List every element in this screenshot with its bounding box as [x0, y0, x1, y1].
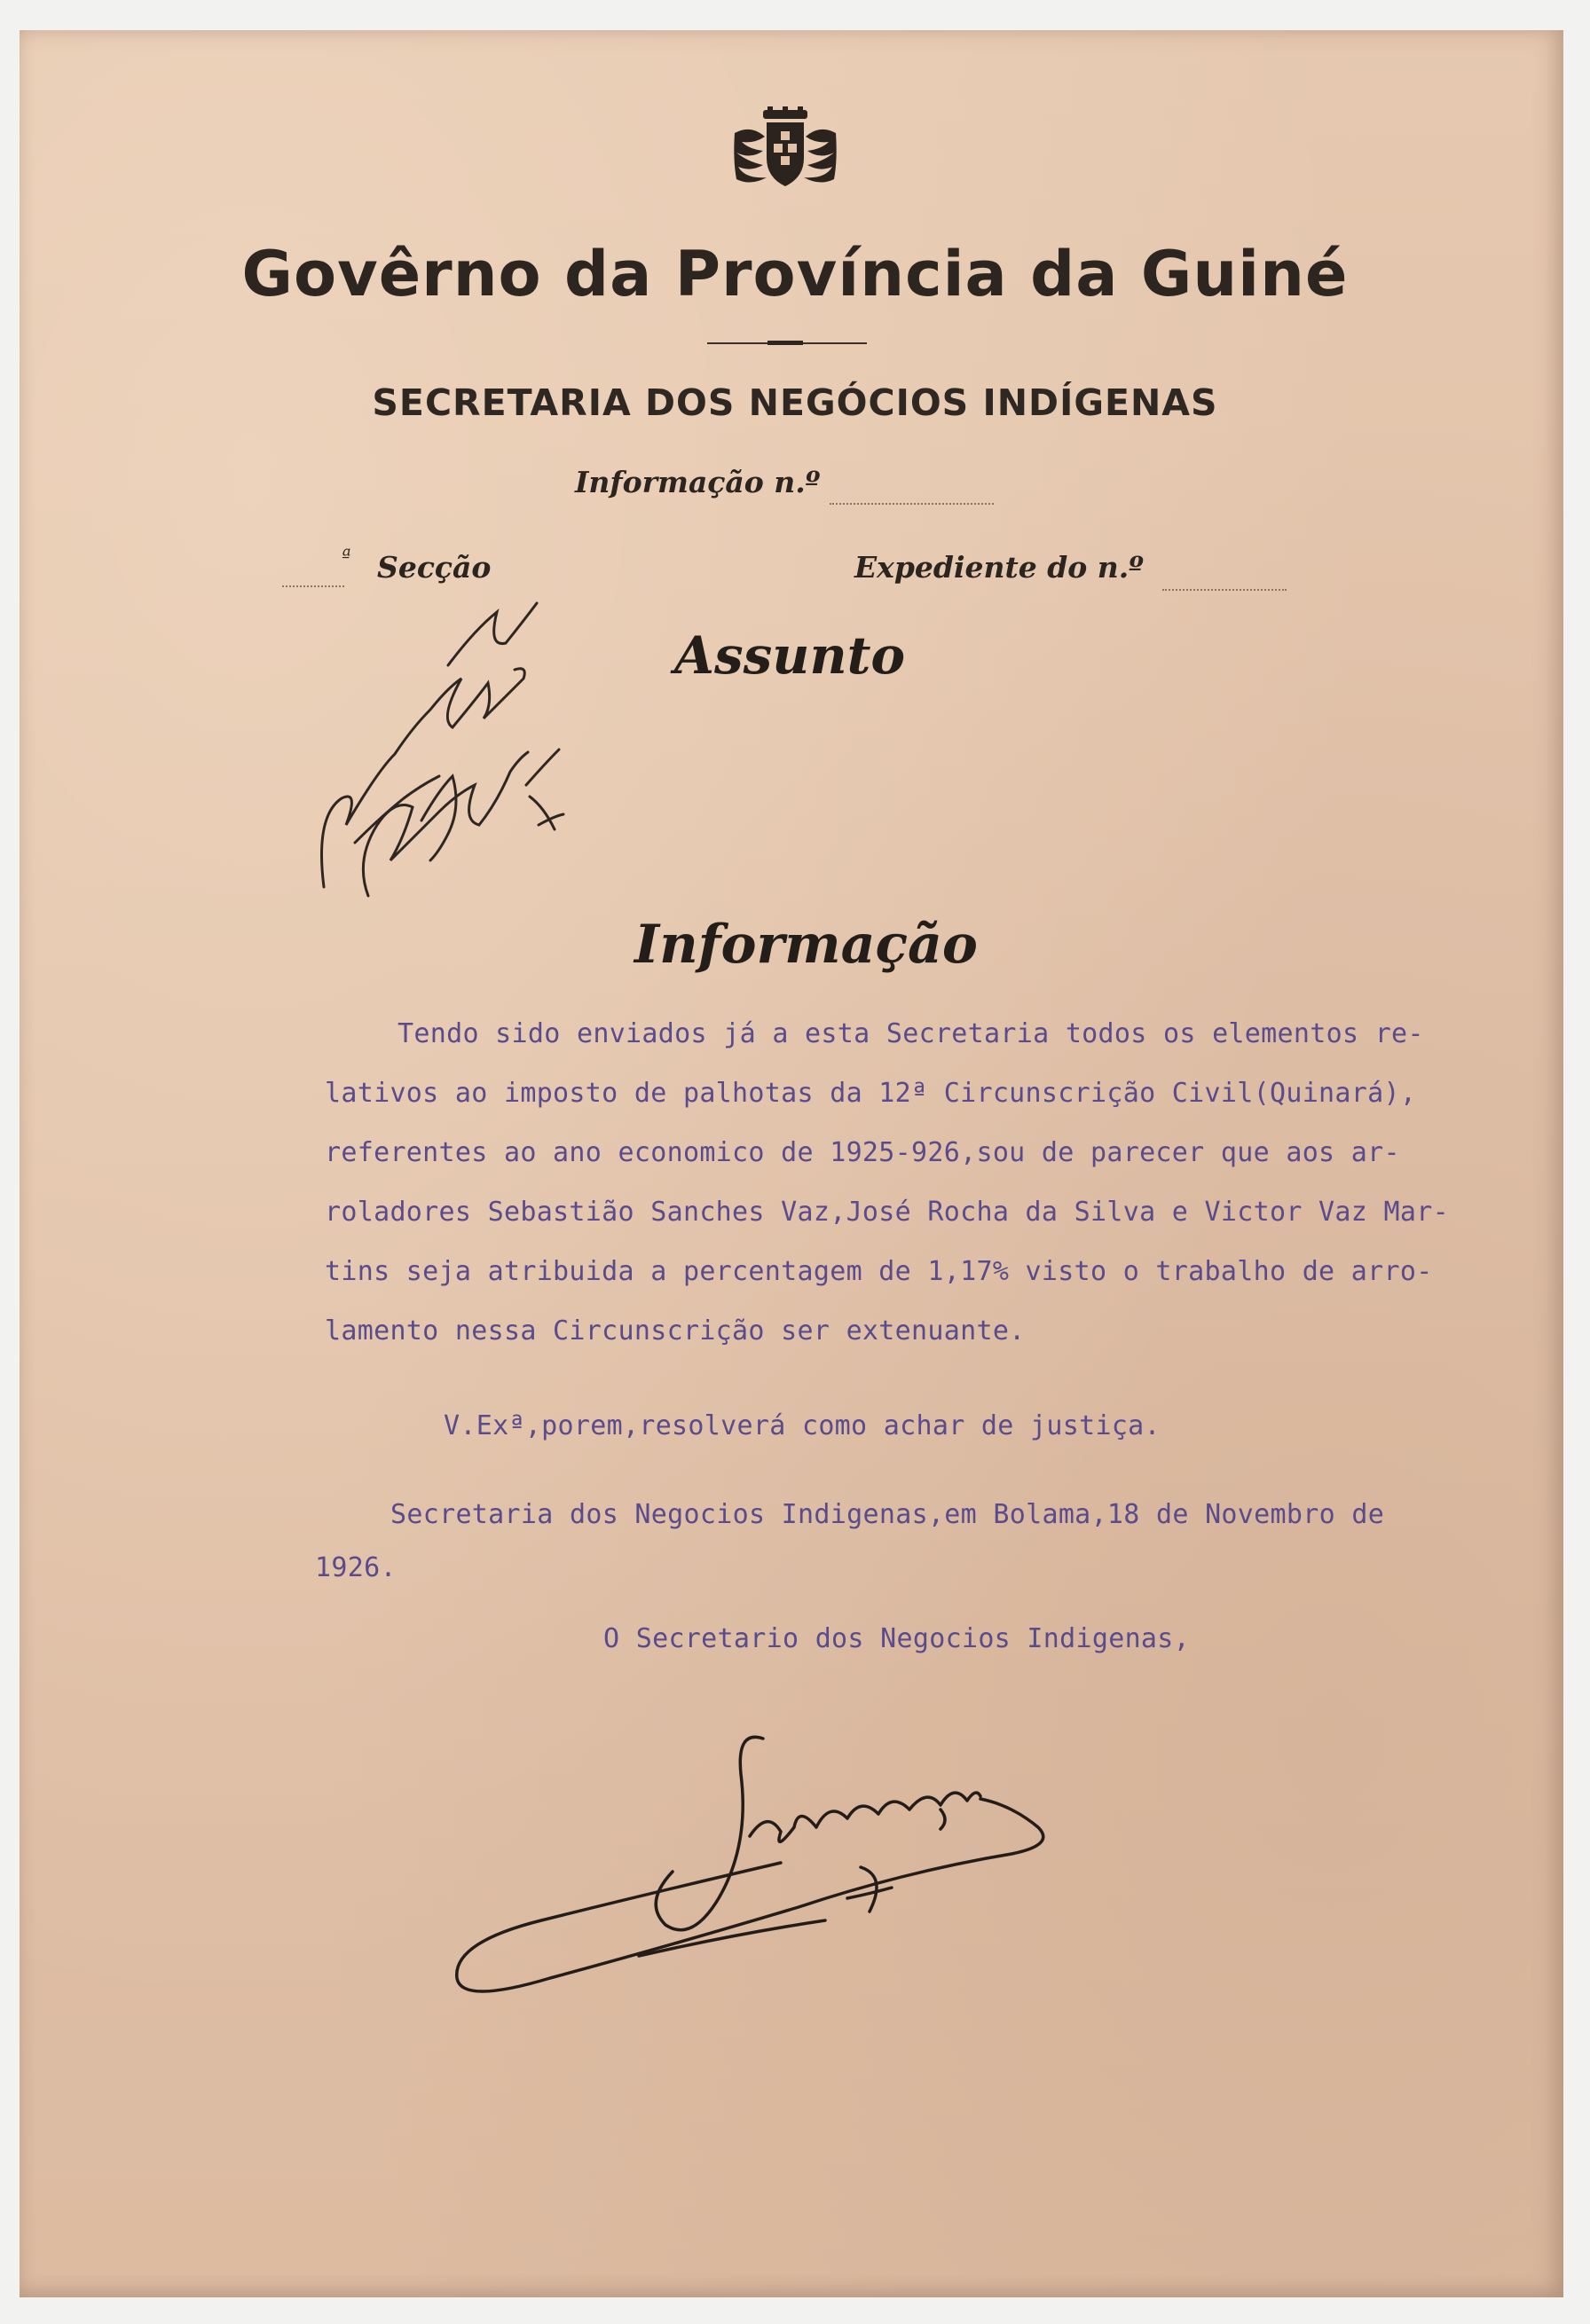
handwritten-margin-note: [306, 594, 590, 914]
closing-line: V.Exª,porem,resolverá como achar de justiça.: [444, 1410, 1161, 1441]
handwritten-signature: [444, 1721, 1065, 2022]
body-paragraph-line: referentes ao ano economico de 1925-926,sou de parecer que aos ar-: [325, 1137, 1400, 1168]
signatory-title: O Secretario dos Negocios Indigenas,: [603, 1623, 1191, 1654]
title-divider-accent: [767, 341, 803, 345]
expediente-number-field: [1162, 589, 1287, 591]
informacao-number-label: Informação n.º: [575, 465, 821, 499]
seccao-label: Secção: [377, 550, 492, 585]
coat-of-arms-emblem: [728, 106, 843, 195]
informacao-number-field: [830, 503, 994, 505]
department-title: SECRETARIA DOS NEGÓCIOS INDÍGENAS: [372, 381, 1218, 424]
body-paragraph-line: roladores Sebastião Sanches Vaz,José Rocha da Silva e Victor Vaz Mar-: [325, 1197, 1449, 1228]
body-paragraph-line: tins seja atribuida a percentagem de 1,17% visto o trabalho de arro-: [325, 1256, 1433, 1287]
seccao-ordinal-mark: ª: [342, 546, 351, 569]
informacao-heading: Informação: [634, 914, 978, 976]
body-paragraph-line: Tendo sido enviados já a esta Secretaria todos os elementos re-: [398, 1018, 1424, 1049]
expediente-label: Expediente do n.º: [854, 550, 1144, 585]
assunto-label: Assunto: [674, 625, 906, 686]
body-paragraph-line: lamento nessa Circunscrição ser extenuante.: [325, 1315, 1026, 1347]
date-year-line: 1926.: [315, 1552, 397, 1583]
place-date-line: Secretaria dos Negocios Indigenas,em Bolama,18 de Novembro de: [390, 1499, 1385, 1530]
government-title: Govêrno da Província da Guiné: [241, 238, 1349, 310]
body-paragraph-line: lativos ao imposto de palhotas da 12ª Circunscrição Civil(Quinará),: [325, 1078, 1417, 1109]
seccao-number-field: [282, 585, 344, 587]
